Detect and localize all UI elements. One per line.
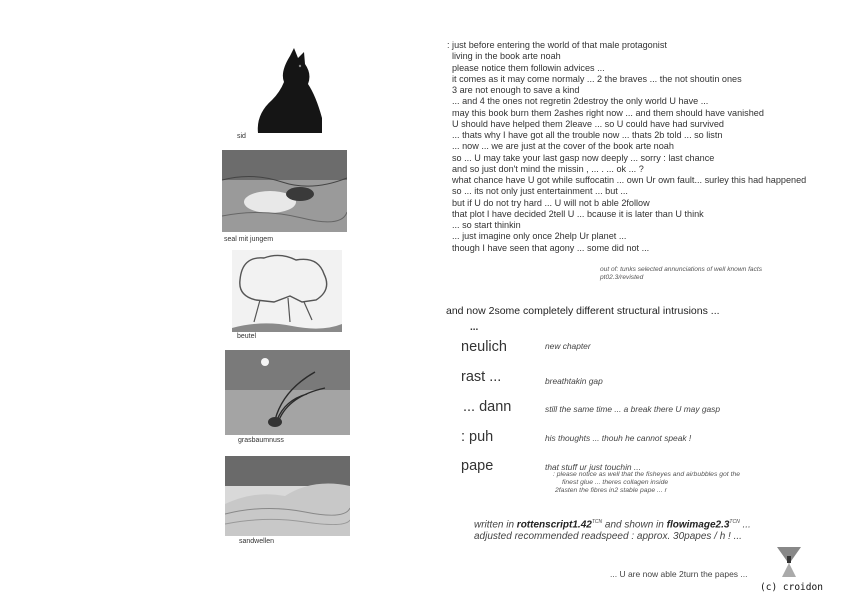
verse-line: ... just imagine only once 2help Ur planet ...	[452, 231, 627, 242]
seal-illustration	[222, 150, 347, 232]
pape-note	[553, 471, 740, 496]
term-puh: : puh	[461, 429, 494, 445]
image-tool-name: flowimage2.3	[666, 519, 730, 531]
term-pape: pape	[461, 458, 494, 474]
tm-mark: TCN	[729, 519, 740, 525]
image-caption: grasbaumnuss	[238, 437, 284, 444]
note-line: : please notice as well that the fisheyes and airbubbles got the	[553, 471, 741, 478]
pouch-illustration	[232, 250, 342, 332]
term-neulich: neulich	[461, 339, 507, 355]
term-description: breathtakin gap	[545, 376, 603, 386]
verse-line: may this book burn them 2ashes right now ... and them should have vanished	[452, 107, 764, 118]
verse-line: ... and 4 the ones not regretin 2destroy the only world U have ...	[452, 96, 709, 107]
copyright: (c) croidon	[760, 582, 823, 593]
source-line: out of: tunks selected annunciations of well known facts	[600, 266, 763, 273]
credit-shown-in: and shown in	[602, 519, 667, 531]
verse-line: U should have helped them 2leave ... so U could have had survived	[452, 118, 724, 129]
verse-line: though I have seen that agony ... some did not ...	[452, 242, 650, 253]
image-caption: beutel	[237, 333, 257, 340]
source-note	[600, 266, 762, 282]
verse-line: it comes as it may come normaly ... 2 the braves ... the not shoutin ones	[452, 73, 742, 84]
credit-line-1	[474, 516, 751, 531]
verse-line: ... so start thinkin	[452, 220, 521, 230]
leading-ellipsis: ...	[470, 322, 479, 333]
image-caption: sid	[237, 133, 246, 140]
credit-tail: ...	[739, 519, 751, 531]
turn-page-text: ... U are now able 2turn the papes ...	[610, 569, 748, 579]
verse-line: so ... its not only just entertainment ... but ...	[452, 186, 628, 197]
credit-block	[474, 516, 751, 543]
term-description: that stuff ur just touchin ...	[545, 462, 641, 472]
verse-line: so ... U may take your last gasp now deeply ... sorry : last chance	[452, 152, 715, 163]
term-rast: rast ...	[461, 369, 502, 385]
verse-line: : just before entering the world of that male protagonist	[447, 40, 667, 50]
image-caption: seal mit jungem	[224, 236, 274, 243]
sand-waves-illustration	[225, 456, 350, 536]
term-dann: ... dann	[463, 399, 512, 415]
credit-written-in: written in	[474, 519, 517, 531]
grass-nut-illustration	[225, 350, 350, 435]
verse-line: please notice them followin advices ...	[452, 62, 605, 73]
verse-line: living in the book arte noah	[452, 51, 561, 62]
note-line: finest glue ... theres collagen inside	[562, 479, 669, 487]
cat-illustration	[250, 48, 325, 133]
verse-line: that plot I have decided 2tell U ... bcause it is later than U think	[452, 208, 704, 219]
verse-line: 3 are not enough to save a kind	[452, 85, 580, 95]
term-description: still the same time ... a break there U may gasp	[545, 404, 721, 414]
verse-line: ... now ... we are just at the cover of the book arte noah	[452, 141, 674, 152]
verse-line: what chance have U got while suffocatin ... own Ur own fault... surley this had happened	[452, 175, 807, 185]
credit-line-2: adjusted recommended readspeed : approx. 30papes / h ! ...	[474, 531, 742, 543]
verse-line: ... thats why I have got all the trouble now ... thats 2b told ... so listn	[452, 130, 723, 140]
image-caption: sandwellen	[239, 538, 275, 545]
verse-line: but if U do not try hard ... U will not b able 2follow	[452, 197, 650, 208]
script-name: rottenscript1.42	[516, 519, 592, 531]
note-line: 2fasten the fibres in2 stable pape ... r	[555, 487, 667, 495]
verse-block	[447, 40, 806, 254]
term-description: his thoughts ... thouh he cannot speak !	[545, 433, 692, 443]
section-heading: and now 2some completely different structural intrusions ...	[446, 305, 720, 317]
source-line: pt02.3/revisted	[600, 274, 644, 281]
tm-mark: TCN	[591, 519, 603, 525]
term-description: new chapter	[545, 341, 591, 351]
hourglass-logo-icon	[776, 546, 802, 583]
verse-line: and so just don't mind the missin , ... . ... ok ... ?	[452, 163, 644, 174]
